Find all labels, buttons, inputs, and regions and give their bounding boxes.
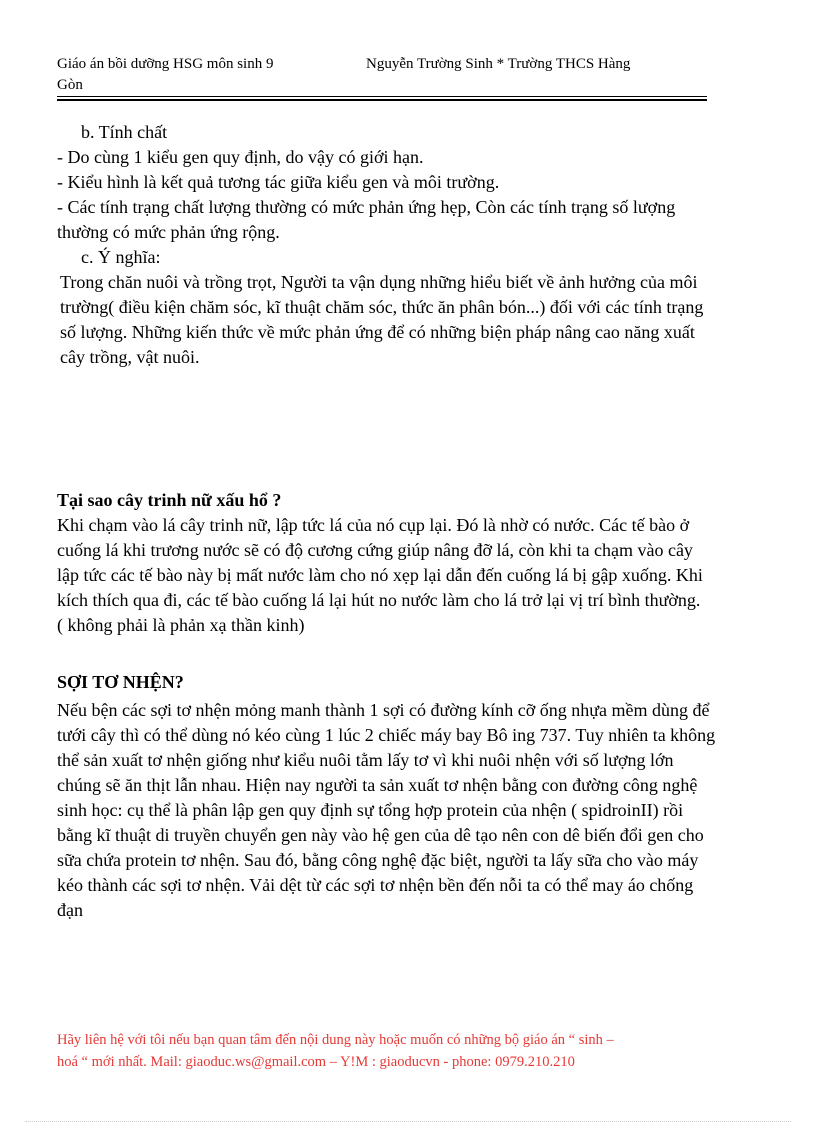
page-header	[57, 54, 707, 96]
subheading-c: c. Ý nghĩa:	[81, 247, 161, 267]
header-school-continued: Gòn	[57, 77, 83, 93]
contact-footer	[57, 1029, 717, 1073]
section-spider-silk	[57, 670, 719, 923]
page-bottom-border	[25, 1121, 791, 1122]
section-properties	[57, 120, 707, 370]
footer-line-2: hoá “ mới nhất. Mail: giaoduc.ws@gmail.com – Y!M : giaoducvn - phone: 0979.210.210	[57, 1054, 575, 1070]
header-course-title: Giáo án bồi dưỡng HSG môn sinh 9	[57, 56, 274, 72]
bullet-item: - Do cùng 1 kiểu gen quy định, do vậy có giới hạn.	[57, 147, 424, 167]
bullet-item: - Kiểu hình là kết quả tương tác giữa kiểu gen và môi trường.	[57, 172, 500, 192]
header-divider	[57, 96, 707, 101]
header-author-school: Nguyễn Trường Sinh * Trường THCS Hàng	[366, 56, 631, 72]
subheading-b: b. Tính chất	[81, 122, 168, 142]
spider-silk-heading: SỢI TƠ NHỆN?	[57, 672, 184, 692]
bullet-item: - Các tính trạng chất lượng thường có mức phản ứng hẹp, Còn các tính trạng số lượng thường có mức phản ứng rộng.	[57, 197, 676, 242]
spider-silk-paragraph: Nếu bện các sợi tơ nhện mỏng manh thành 1 sợi có đường kính cỡ ống nhựa mềm dùng để tưới cây thì có thể dùng nó kéo cùng 1 lúc 2 chiếc máy bay Bô ing 737. Tuy nhiên ta không thể sản xuất tơ nhện giống như kiểu nuôi tằm lấy tơ vì khi nuôi nhện với số lượng lớn chúng sẽ ăn thịt lẫn nhau. Hiện nay người ta sản xuất tơ nhện bằng con đường công nghệ sinh học: cụ thể là phân lập gen quy định sự tổng hợp protein của nhện ( spidroinII) rồi bằng kĩ thuật di truyền chuyển gen này vào hệ gen của dê tạo nên con dê biến đổi gen cho sữa chứa protein tơ nhện. Sau đó, bằng công nghệ đặc biệt, người ta lấy sữa cho vào máy kéo thành các sợi tơ nhện. Vải dệt từ các sợi tơ nhện bền đến nỗi ta có thể may áo chống đạn	[57, 700, 716, 920]
footer-line-1: Hãy liên hệ với tôi nếu bạn quan tâm đến nội dung này hoặc muốn có những bộ giáo án “ sinh –	[57, 1032, 614, 1048]
mimosa-heading: Tại sao cây trinh nữ xấu hổ ?	[57, 490, 282, 510]
meaning-paragraph: Trong chăn nuôi và trồng trọt, Người ta vận dụng những hiểu biết về ảnh hưởng của môi trường( điều kiện chăm sóc, kĩ thuật chăm sóc, thức ăn phân bón...) đối với các tính trạng số lượng. Những kiến thức về mức phản ứng để có những biện pháp nâng cao năng xuất cây trồng, vật nuôi.	[60, 272, 704, 367]
mimosa-paragraph: Khi chạm vào lá cây trinh nữ, lập tức lá của nó cụp lại. Đó là nhờ có nước. Các tế bào ở cuống lá khi trương nước sẽ có độ cương cứng giúp nâng đỡ lá, còn khi ta chạm vào cây lập tức các tế bào này bị mất nước làm cho nó xẹp lại dẫn đến cuống lá bị gập xuống. Khi kích thích qua đi, các tế bào cuống lá lại hút no nước làm cho lá trở lại vị trí bình thường. ( không phải là phản xạ thần kinh)	[57, 515, 703, 635]
section-mimosa	[57, 488, 707, 638]
